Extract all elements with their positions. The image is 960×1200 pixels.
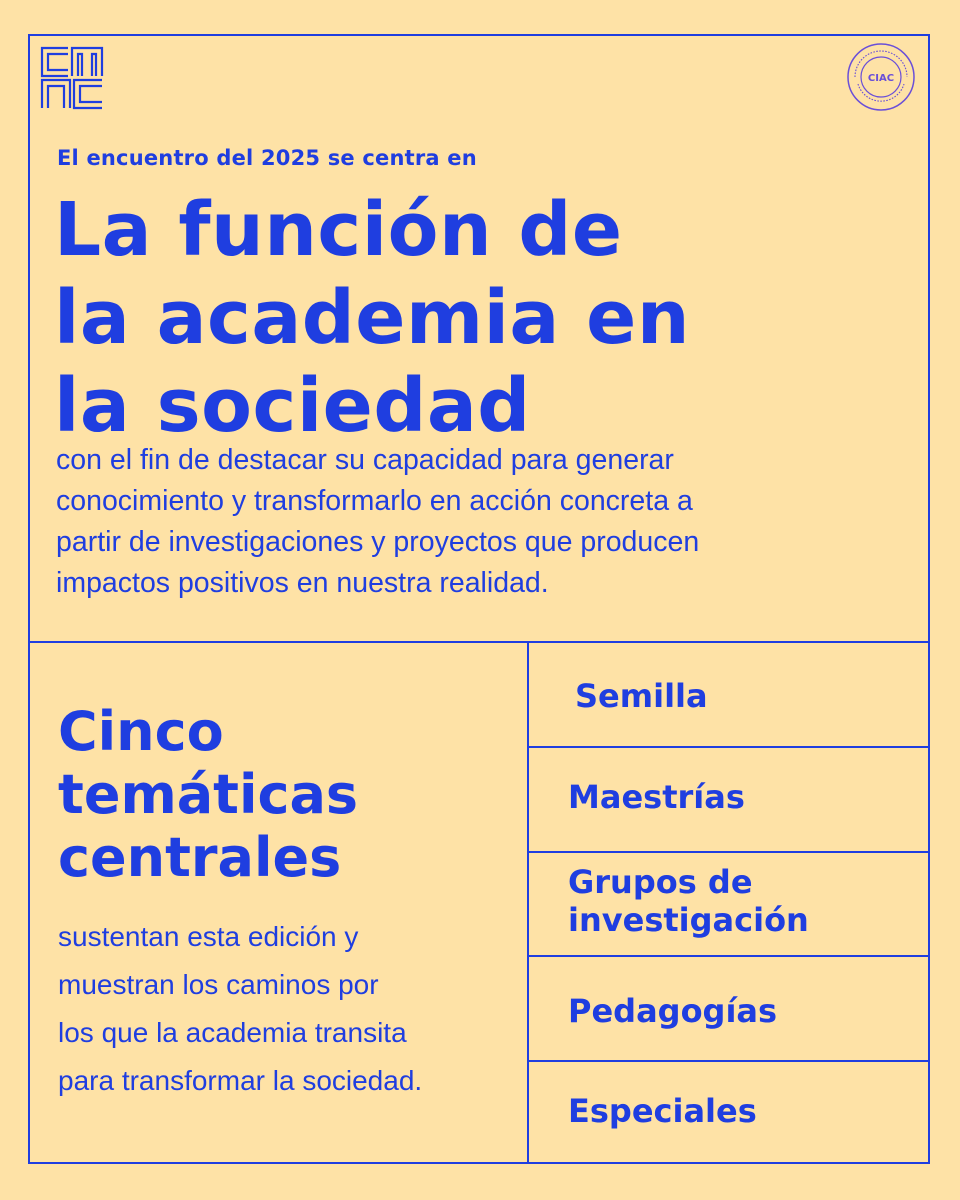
topic-especiales: Especiales — [568, 1092, 757, 1130]
headline — [54, 186, 914, 450]
headline-line: La función de — [54, 187, 623, 273]
body-paragraph — [56, 440, 916, 604]
body-line: impactos positivos en nuestra realidad. — [56, 567, 549, 599]
seal-text: CIAC — [867, 73, 895, 84]
themes-description-line: muestran los caminos por — [58, 969, 379, 1000]
themes-title — [58, 700, 518, 889]
themes-description-line: los que la academia transita — [58, 1017, 407, 1048]
themes-description — [58, 913, 518, 1105]
topic-line: investigación — [568, 901, 809, 939]
cmnc-monogram-logo — [40, 46, 104, 110]
topic-divider — [528, 955, 930, 957]
themes-description-line: para transformar la sociedad. — [58, 1065, 423, 1096]
themes-description-line: sustentan esta edición y — [58, 921, 359, 952]
intro-text: El encuentro del 2025 se centra en — [57, 146, 477, 170]
column-divider — [527, 642, 529, 1164]
body-line: conocimiento y transformarlo en acción concreta a — [56, 485, 693, 517]
topic-semilla: Semilla — [575, 677, 708, 715]
themes-title-line: temáticas — [58, 763, 359, 826]
topic-grupos-de-investigacion — [568, 863, 809, 939]
ciac-seal-icon — [846, 42, 916, 112]
themes-title-line: centrales — [58, 826, 342, 889]
themes-title-line: Cinco — [58, 700, 224, 763]
topic-divider — [528, 851, 930, 853]
topic-line: Grupos de — [568, 863, 753, 901]
section-divider — [28, 641, 930, 643]
topic-divider — [528, 746, 930, 748]
headline-line: la sociedad — [54, 363, 531, 449]
topic-maestrias: Maestrías — [568, 778, 745, 816]
topic-pedagogias: Pedagogías — [568, 992, 778, 1030]
body-line: partir de investigaciones y proyectos que producen — [56, 526, 700, 558]
body-line: con el fin de destacar su capacidad para generar — [56, 444, 674, 476]
topic-divider — [528, 1060, 930, 1062]
headline-line: la academia en — [54, 275, 690, 361]
